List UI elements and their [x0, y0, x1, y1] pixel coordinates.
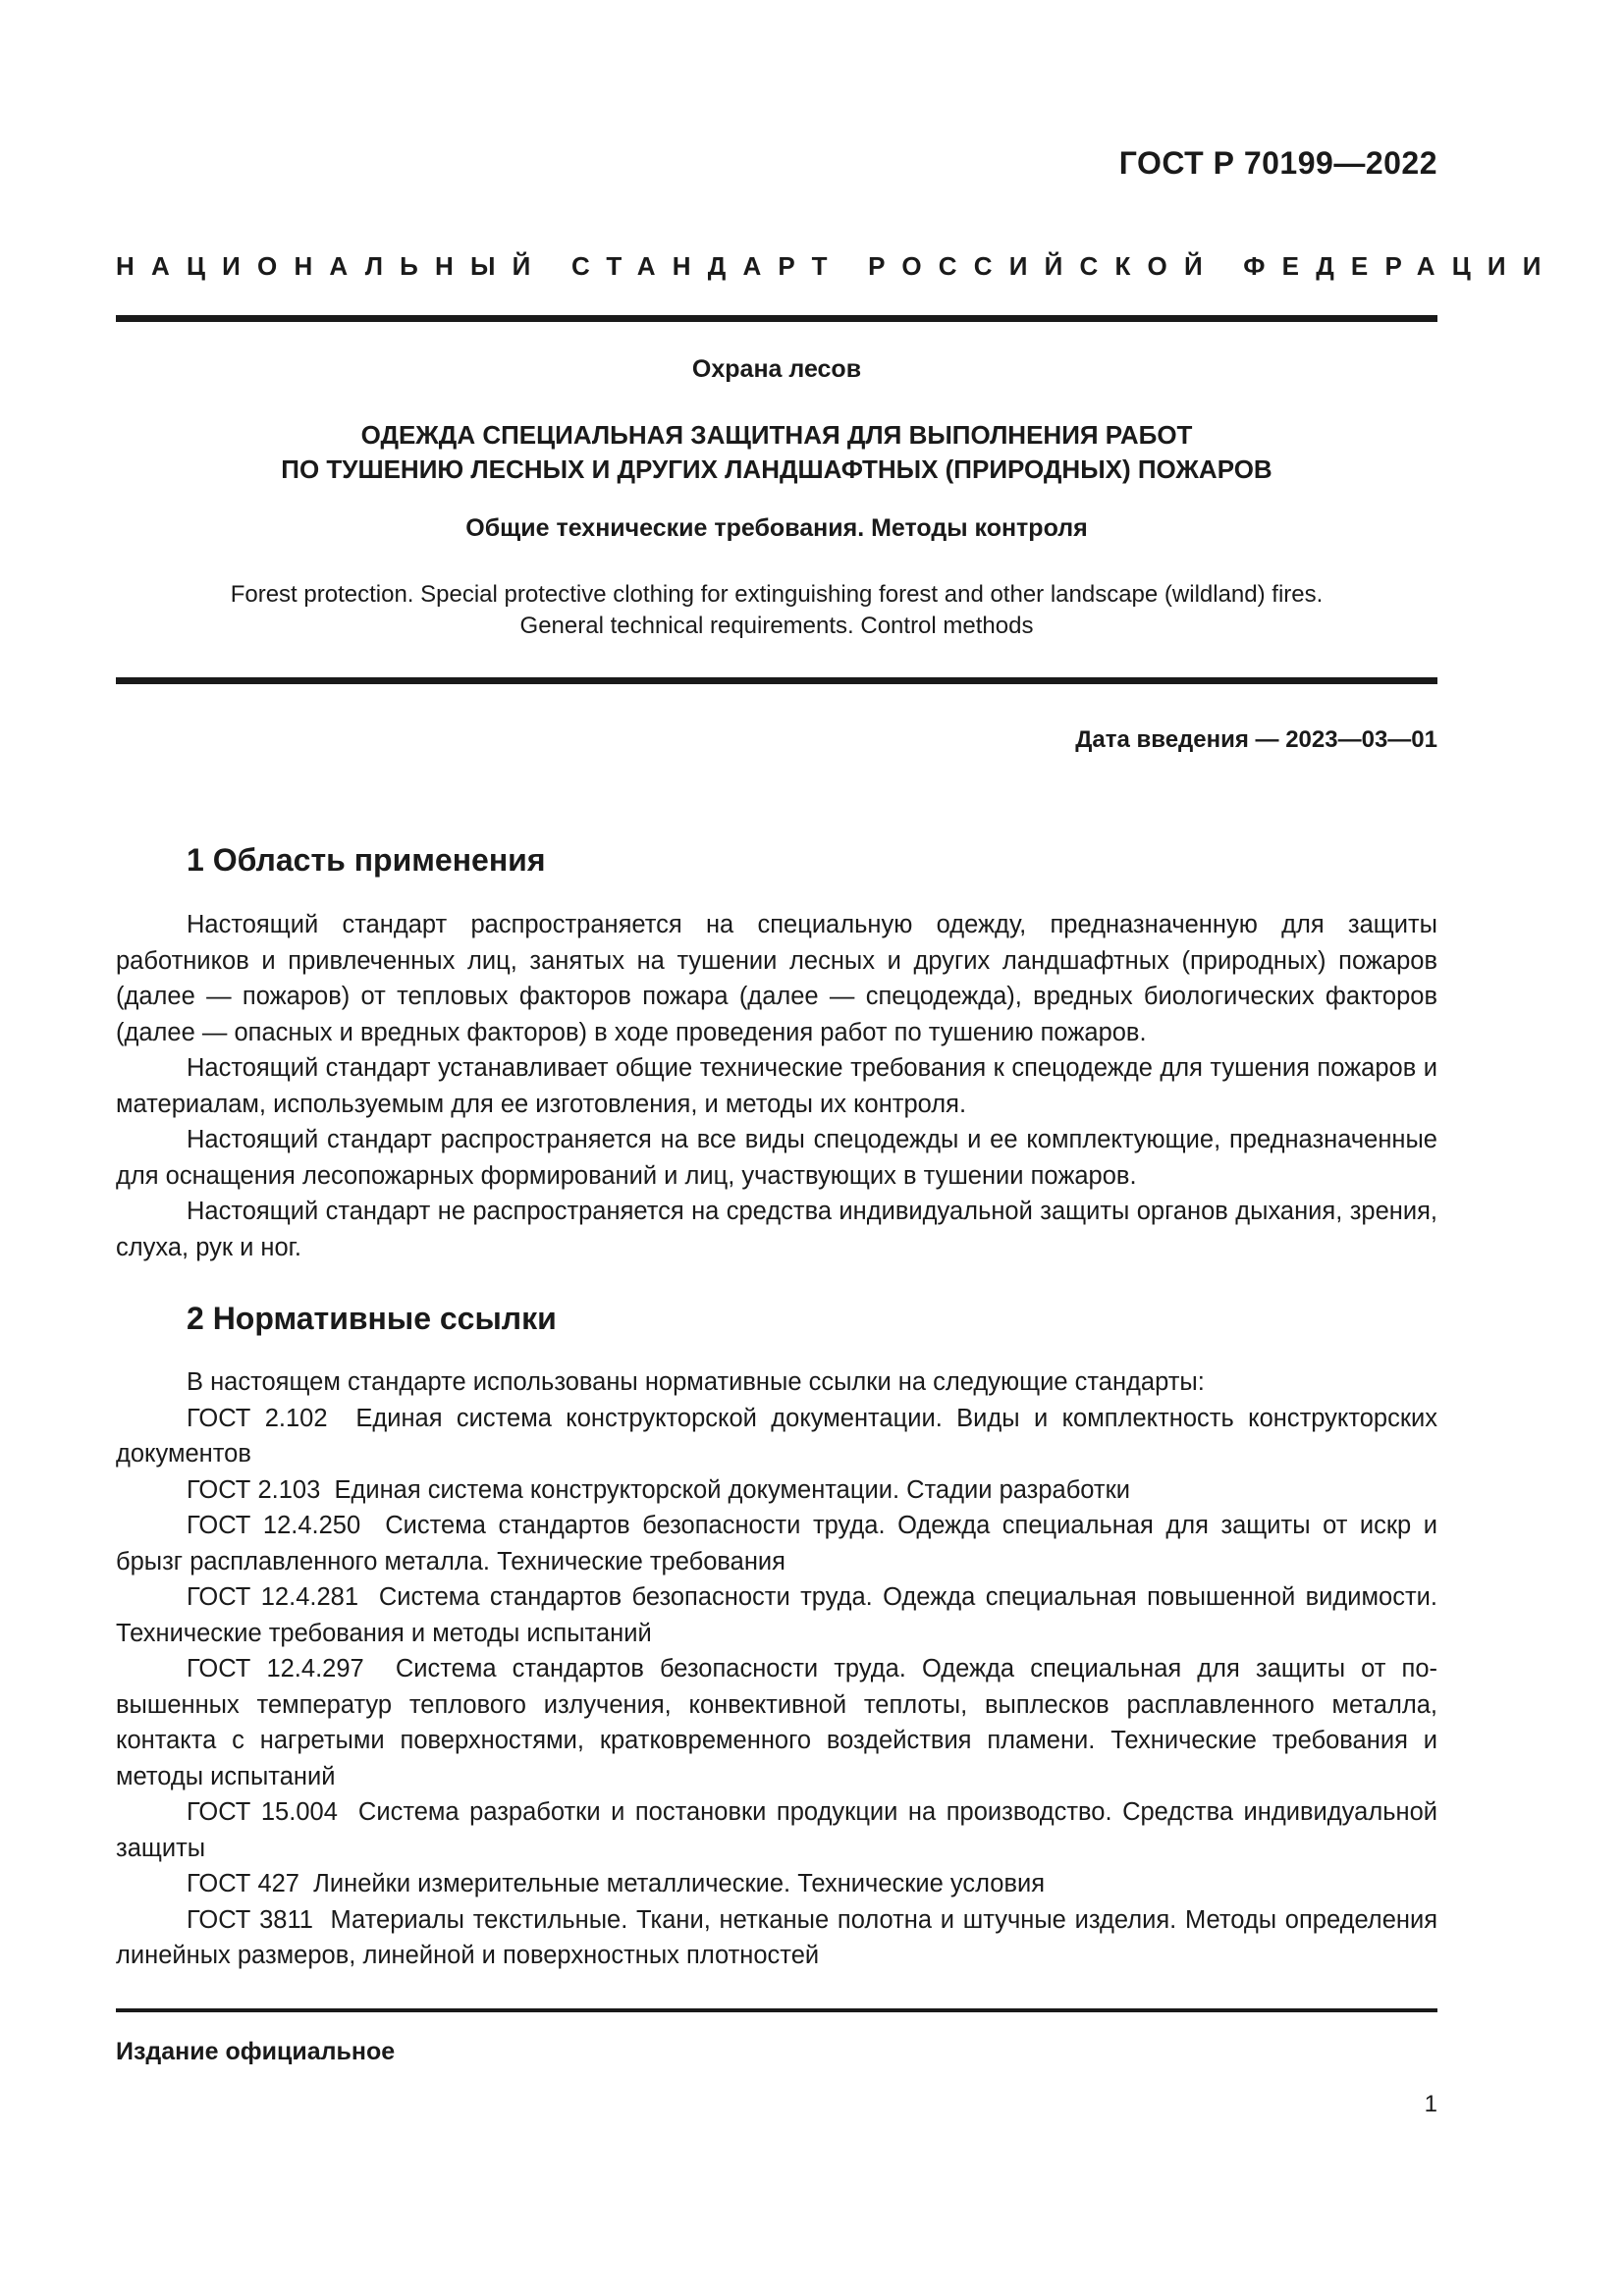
gost-code: ГОСТ Р 70199—2022 [1118, 145, 1437, 181]
main-title [116, 418, 1437, 487]
document-page [116, 0, 1558, 2296]
page-number: 1 [1424, 2091, 1437, 2117]
reference-title: Единая система конструкторской документации. Виды и комплектность конструкторских документов [116, 1404, 1438, 1468]
reference-code: ГОСТ 427 [187, 1870, 299, 1897]
reference-item [116, 1401, 1437, 1472]
reference-title: Система стандартов безопасности труда. Одежда специальная для защиты от повышенных температур теплового излучения, конвективной теплоты, выплесков расплавленного металла, контакта с нагретыми поверхностями, кратковременного воздействия пламени. Технические требования и методы испытаний [116, 1655, 1438, 1790]
reference-code: ГОСТ 2.103 [187, 1475, 321, 1504]
footer-divider [116, 2008, 1437, 2012]
scope-paragraph: Настоящий стандарт распространяется на все виды спецодежды и ее комплектующие, предназначенные для оснащения лесопожарных формирований и лиц, участвующих в тушении пожаров. [116, 1126, 1437, 1190]
standard-subject: Охрана лесов [691, 355, 862, 383]
reference-code: ГОСТ 12.4.297 [187, 1655, 364, 1682]
english-title [116, 579, 1437, 642]
reference-code: ГОСТ 2.102 [187, 1404, 328, 1432]
section-2-heading: 2 Нормативные ссылки [187, 1301, 557, 1336]
reference-item [116, 1651, 1437, 1794]
english-title-line-2: General technical requirements. Control methods [519, 613, 1034, 639]
reference-title: Материалы текстильные. Ткани, нетканые полотна и штучные изделия. Методы определения линейных размеров, линейной и поверхностных плотностей [116, 1905, 1438, 1969]
references-intro: В настоящем стандарте использованы нормативные ссылки на следующие стандарты: [187, 1368, 1205, 1396]
section-2-body [116, 1364, 1437, 1974]
scope-paragraph: Настоящий стандарт устанавливает общие технические требования к спецодежде для тушения пожаров и материалам, используемым для ее изготовления, и методы их контроля. [116, 1054, 1437, 1118]
title-subtitle: Общие технические требования. Методы контроля [465, 514, 1088, 542]
scope-paragraph: Настоящий стандарт распространяется на специальную одежду, предназначенную для защиты работников и привлеченных лиц, занятых на тушении лесных и других ландшафтных (природных) пожаров (далее — пожаров) от тепловых факторов пожара (далее — спецодежда), вредных биологических факторов (далее — опасных и вредных факторов) в ходе проведения работ по тушению пожаров. [116, 911, 1437, 1046]
reference-item [116, 1472, 1437, 1509]
edition-label: Издание официальное [116, 2038, 396, 2065]
reference-item [116, 1866, 1437, 1902]
reference-code: ГОСТ 3811 [187, 1905, 313, 1934]
english-title-line-1: Forest protection. Special protective clothing for extinguishing forest and other landscape (wildland) fires. [230, 581, 1324, 608]
reference-item [116, 1508, 1437, 1579]
reference-item [116, 1794, 1437, 1866]
reference-title: Единая система конструкторской документации. Стадии разработки [334, 1475, 1131, 1504]
main-title-line-1: ОДЕЖДА СПЕЦИАЛЬНАЯ ЗАЩИТНАЯ ДЛЯ ВЫПОЛНЕНИЯ РАБОТ [360, 420, 1193, 450]
header-divider [116, 315, 1437, 322]
title-divider [116, 677, 1437, 684]
reference-code: ГОСТ 12.4.250 [187, 1512, 361, 1539]
national-standard-banner: НАЦИОНАЛЬНЫЙ СТАНДАРТ РОССИЙСКОЙ ФЕДЕРАЦИИ [116, 251, 1558, 281]
scope-paragraph: Настоящий стандарт не распространяется на средства индивидуальной защиты органов дыхания, зрения, слуха, рук и ног. [116, 1198, 1437, 1261]
reference-code: ГОСТ 15.004 [187, 1798, 338, 1826]
reference-title: Система разработки и постановки продукции на производство. Средства индивидуальной защиты [116, 1798, 1437, 1862]
reference-title: Линейки измерительные металлические. Технические условия [313, 1870, 1046, 1897]
introduction-date: Дата введения — 2023—03—01 [1075, 726, 1437, 753]
section-1-heading: 1 Область применения [187, 842, 546, 878]
reference-item [116, 1902, 1437, 1974]
reference-item [116, 1579, 1437, 1651]
main-title-line-2: ПО ТУШЕНИЮ ЛЕСНЫХ И ДРУГИХ ЛАНДШАФТНЫХ (ПРИРОДНЫХ) ПОЖАРОВ [281, 454, 1272, 484]
reference-title: Система стандартов безопасности труда. Одежда специальная для защиты от искр и брызг расплавленного металла. Технические требования [116, 1512, 1438, 1575]
reference-title: Система стандартов безопасности труда. Одежда специальная повышенной видимости. Технические требования и методы испытаний [116, 1583, 1437, 1647]
section-1-body [116, 907, 1437, 1265]
reference-code: ГОСТ 12.4.281 [187, 1583, 359, 1611]
